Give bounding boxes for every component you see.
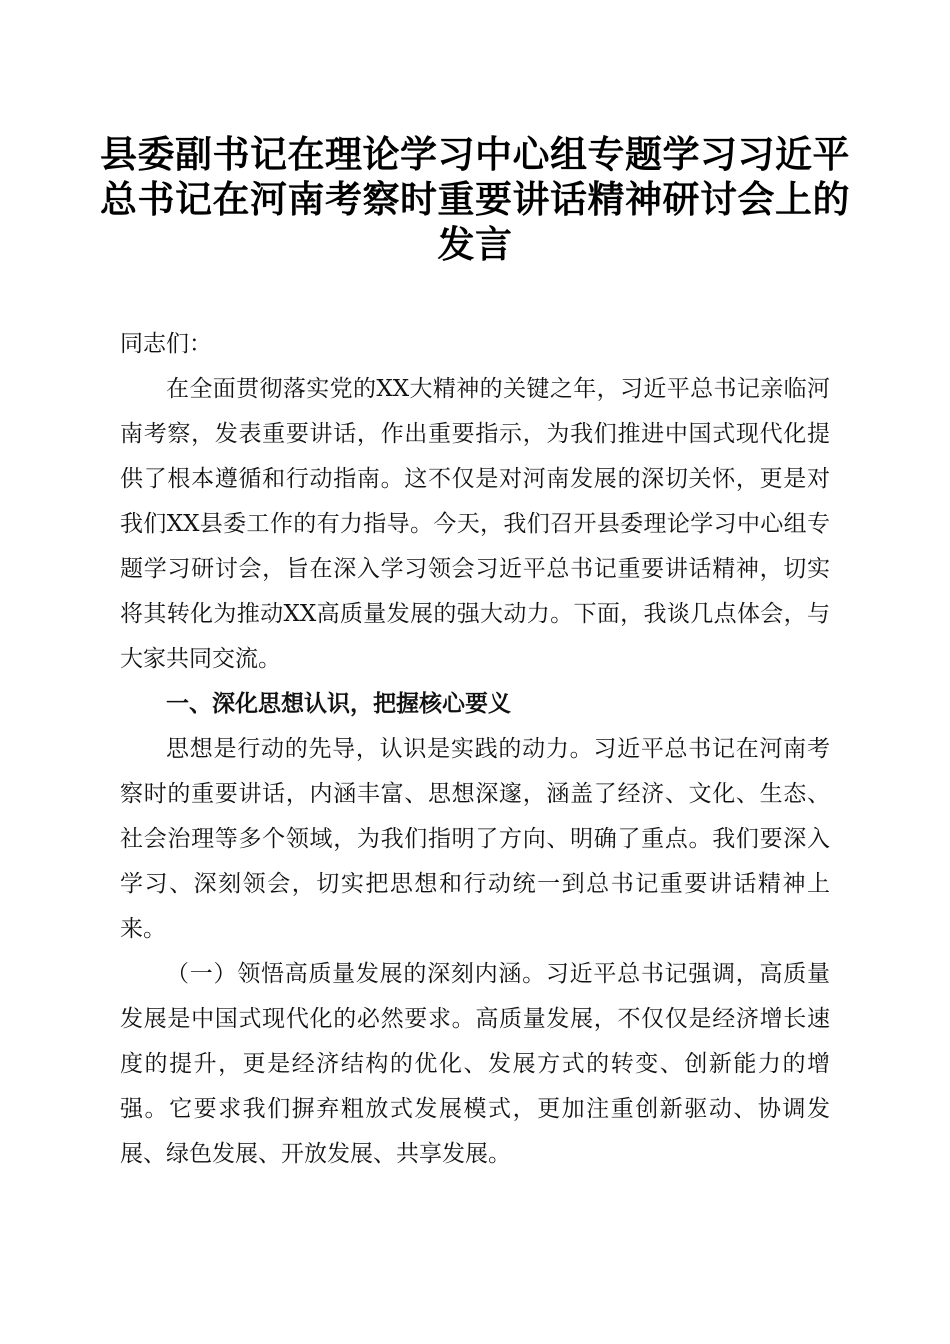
document-body xyxy=(120,322,830,1177)
section-heading-1: 一、深化思想认识，把握核心要义 xyxy=(166,691,511,717)
greeting: 同志们： xyxy=(120,331,212,357)
paragraph-intro: 在全面贯彻落实党的XX大精神的关键之年，习近平总书记亲临河南考察，发表重要讲话，作出重要指示，为我们推进中国式现代化提供了根本遵循和行动指南。这不仅是对河南发展的深切关怀，更是对我们XX县委工作的有力指导。今天，我们召开县委理论学习中心组专题学习研讨会，旨在深入学习领会习近平总书记重要讲话精神，切实将其转化为推动XX高质量发展的强大动力。下面，我谈几点体会，与大家共同交流。 xyxy=(120,376,830,672)
paragraph-section-1: 思想是行动的先导，认识是实践的动力。习近平总书记在河南考察时的重要讲话，内涵丰富、思想深邃，涵盖了经济、文化、生态、社会治理等多个领域，为我们指明了方向、明确了重点。我们要深入学习、深刻领会，切实把思想和行动统一到总书记重要讲话精神上来。 xyxy=(120,736,830,942)
paragraph-subsection-1: （一）领悟高质量发展的深刻内涵。习近平总书记强调，高质量发展是中国式现代化的必然要求。高质量发展，不仅仅是经济增长速度的提升，更是经济结构的优化、发展方式的转变、创新能力的增强。它要求我们摒弃粗放式发展模式，更加注重创新驱动、协调发展、绿色发展、开放发展、共享发展。 xyxy=(120,961,830,1167)
document-title: 县委副书记在理论学习中心组专题学习习近平总书记在河南考察时重要讲话精神研讨会上的发言 xyxy=(100,132,850,266)
